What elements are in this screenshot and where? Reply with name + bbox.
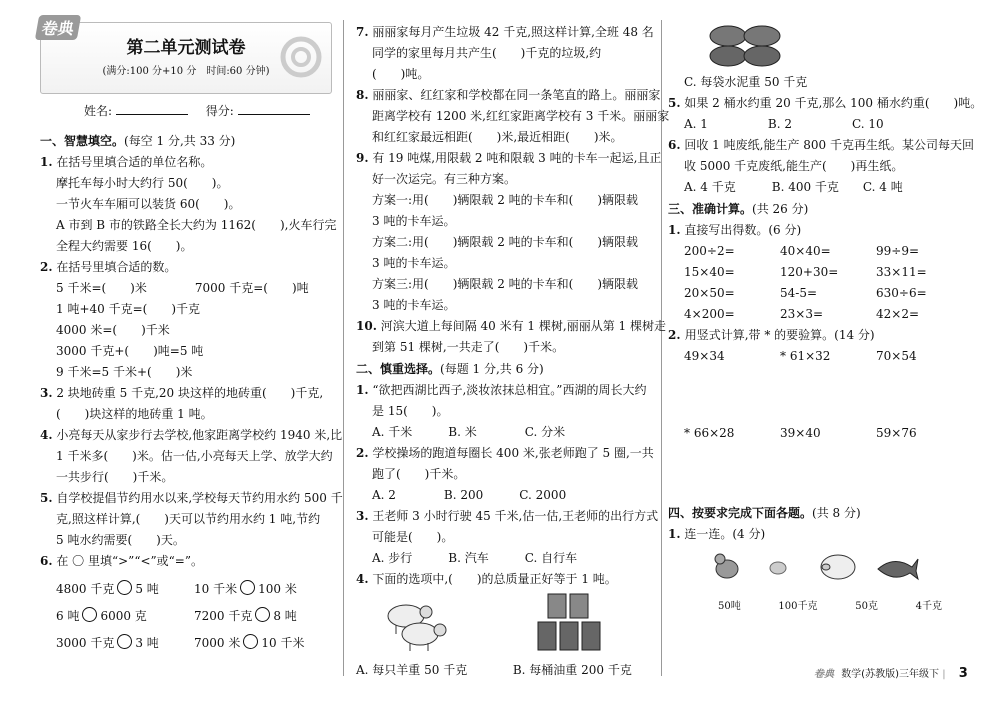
column-1 [40,19,343,657]
compare-circle[interactable] [255,607,270,622]
match-labels [718,597,942,612]
question-text-line: 1 吨+40 千克=( )千克 [56,302,201,316]
match-title: 1. 连一连。(4 分) [668,527,766,541]
page-title: 第二单元测试卷 [126,38,246,58]
calc-item[interactable]: 200÷2= [684,244,735,258]
q4-options [356,660,654,681]
calc-grid [668,241,980,325]
question-text-line: 一共步行( )千米。 [56,470,174,484]
question-text-line: A. 1 B. 2 C. 10 [684,117,884,131]
page-subtitle: (满分:100 分+10 分 时间:60 分钟) [102,66,270,77]
calc-item[interactable]: 630÷6= [876,286,927,300]
question-line: 3. 2 块地砖重 5 千克,20 块这样的地砖重( )千克, [40,386,324,400]
question-line: 7. 丽丽家每月产生垃圾 42 千克,照这样计算,全班 48 名 [356,25,654,39]
score-label: 得分: [205,104,234,118]
option-b[interactable]: B. 每桶油重 200 千克 [512,663,632,677]
calc-item[interactable]: 33×11= [876,265,927,279]
question-text-line: 3000 千克+( )吨=5 吨 [56,344,204,358]
question-text-line: ( )吨。 [372,67,430,81]
question-line: 1. 直接写出得数。(6 分) [668,223,802,237]
question-text-line: 收 5000 千克废纸,能生产( )再生纸。 [684,159,904,173]
question-text-line: 全程大约需要 16( )。 [56,239,193,253]
question-text-line: A. 千米 B. 米 C. 分米 [372,425,566,439]
section-heading: 二、慎重选择。(每题 1 分,共 6 分) [356,362,544,376]
section4-heading: 四、按要求完成下面各题。(共 8 分) [668,506,861,520]
footer-brand: 卷典 [814,669,834,680]
match-label[interactable]: 100千克 [778,601,818,612]
question-text-line: 方案二:用( )辆限载 2 吨的卡车和( )辆限载 [372,235,639,249]
calc-row [668,304,980,325]
question-line: 3. 王老师 3 小时行驶 45 千米,估一估,王老师的出行方式 [356,509,659,523]
compare-row: 4800 千克 5 吨 10 千米 100 米 [56,582,297,596]
name-score-line [84,102,332,120]
column-3-questions [668,72,983,241]
question-line: 1. 在括号里填合适的单位名称。 [40,155,213,169]
question-text-line: 跑了( )千米。 [372,467,466,481]
question-line: 9. 有 19 吨煤,用限载 2 吨和限载 3 吨的卡车一起运,且正 [356,151,662,165]
question-text-line: 5 千米=( )米 7000 千克=( )吨 [56,281,309,295]
calc-row [668,241,980,262]
column-2 [356,22,670,681]
question-line: 2. 在括号里填合适的数。 [40,260,177,274]
vertical-calc-item[interactable]: 70×54 [876,349,917,363]
question-text-line: 3 吨的卡车运。 [372,298,456,312]
score-field[interactable] [238,102,310,115]
vertical-calc-item[interactable]: 49×34 [684,349,725,363]
pig-icon [818,551,858,583]
compare-circle[interactable] [82,607,97,622]
question-line: 10. 河滨大道上每间隔 40 米有 1 棵树,丽丽从第 1 棵树走 [356,319,666,333]
calc-item[interactable]: 4×200= [684,307,735,321]
question-text-line: 可能是( )。 [372,530,454,544]
question-text-line: 9 千米=5 千米+( )米 [56,365,193,379]
section-heading: 三、准确计算。(共 26 分) [668,202,809,216]
title-box [40,19,332,94]
compare-circle[interactable] [243,634,258,649]
vertical-calc-row [668,346,980,367]
question-text-line: A. 2 B. 200 C. 2000 [372,488,567,502]
question-text-line: A 市到 B 市的铁路全长大约为 1162( ),火车行完 [56,218,337,232]
question-text-line: C. 每袋水泥重 50 千克 [684,75,808,89]
calc-item[interactable]: 42×2= [876,307,920,321]
cement-bag-icon [708,22,788,70]
compare-row: 6 吨 6000 克 7200 千克 8 吨 [56,609,297,623]
oil-barrels-image [536,592,606,654]
question-text-line: 同学的家里每月共产生( )千克的垃圾,约 [372,46,602,60]
question-text-line: 克,照这样计算,( )天可以节约用水约 1 吨,节约 [56,512,321,526]
calc-item[interactable]: 99÷9= [876,244,920,258]
question-line: 4. 小亮每天从家步行去学校,他家距离学校约 1940 米,比 [40,428,343,442]
column-3 [668,22,983,612]
hen-icon [712,551,742,581]
question-line: 6. 回收 1 吨废纸,能生产 800 千克再生纸。某公司每天回 [668,138,974,152]
question-line: 8. 丽丽家、红红家和学校都在同一条笔直的路上。丽丽家 [356,88,661,102]
whale-icon [874,553,920,583]
compare-circle[interactable] [240,580,255,595]
question-text-line: 3 吨的卡车运。 [372,256,456,270]
cement-bags-image [668,22,980,72]
match-label[interactable]: 50吨 [718,601,741,612]
match-label[interactable]: 50克 [855,601,878,612]
question-text-line: 方案三:用( )辆限载 2 吨的卡车和( )辆限载 [372,277,639,291]
question-text-line: A. 步行 B. 汽车 C. 自行车 [372,551,578,565]
question-line: 4. 下面的选项中,( )的总质量正好等于 1 吨。 [356,572,617,586]
match-images [668,551,980,591]
question-text-line: 到第 51 棵树,一共走了( )千米。 [372,340,565,354]
section1-questions [40,130,343,572]
compare-circle[interactable] [117,580,132,595]
vertical-calc-item[interactable]: * 66×28 [684,426,735,440]
question-text-line: ( )块这样的地砖重 1 吨。 [56,407,213,421]
calc-item[interactable]: 54-5= [780,286,818,300]
question-text-line: 一节火车车厢可以装货 60( )。 [56,197,241,211]
calc-row [668,262,980,283]
vertical-calc-title: 2. 用竖式计算,带 * 的要验算。(14 分) [668,328,875,342]
question-line: 6. 在 〇 里填“>”“<”或“=”。 [40,554,203,568]
compare-grid [40,576,332,657]
q4-images [356,590,654,660]
question-text-line: 和红红家最远相距( )米,最近相距( )米。 [372,130,623,144]
question-text-line: 距离学校有 1200 米,红红家距离学校有 3 千米。丽丽家 [372,109,670,123]
option-a[interactable]: A. 每只羊重 50 千克 [356,663,468,677]
calc-item[interactable]: 40×40= [780,244,831,258]
footer-subject: 数学(苏教版)三年级下 [841,669,939,680]
compare-circle[interactable] [117,634,132,649]
page-footer: 卷典 数学(苏教版)三年级下 | 3 [814,666,968,681]
question-line: 5. 自学校提倡节约用水以来,学校每天节约用水约 500 千 [40,491,343,505]
question-text-line: 摩托车每小时大约行 50( )。 [56,176,229,190]
question-text-line: 1 千米多( )米。估一估,小亮每天上学、放学大约 [56,449,333,463]
calc-row [668,283,980,304]
question-text-line: 方案一:用( )辆限载 2 吨的卡车和( )辆限载 [372,193,639,207]
question-text-line: 是 15( )。 [372,404,449,418]
question-text-line: 好一次运完。有三种方案。 [372,172,517,186]
name-field[interactable] [116,102,188,115]
page-number: 3 [958,666,968,681]
calc-item[interactable]: 15×40= [684,265,735,279]
vertical-calc-item[interactable]: * 61×32 [780,349,831,363]
question-line: 5. 如果 2 桶水约重 20 千克,那么 100 桶水约重( )吨。 [668,96,983,110]
sheep-image [374,594,464,652]
question-text-line: 3 吨的卡车运。 [372,214,456,228]
question-line: 2. 学校操场的跑道每圈长 400 米,张老师跑了 5 圈,一共 [356,446,654,460]
egg-icon [768,561,788,575]
name-label: 姓名: [84,104,113,118]
vertical-calc-row [668,423,980,444]
column-2-questions [356,22,670,590]
brand-logo: 卷典 [35,15,81,40]
question-line: 1. “欲把西湖比西子,淡妆浓抹总相宜。”西湖的周长大约 [356,383,647,397]
column-divider [343,20,344,676]
question-text-line: A. 4 千克 B. 400 千克 C. 4 吨 [684,180,903,194]
question-text-line: 4000 米=( )千米 [56,323,170,337]
cloud-swirl-icon [279,35,323,79]
match-label[interactable]: 4千克 [915,601,942,612]
question-text-line: 5 吨水约需要( )天。 [56,533,185,547]
vertical-calc-item[interactable]: 39×40 [780,426,821,440]
calc-item[interactable]: 120+30= [780,265,839,279]
calc-item[interactable]: 20×50= [684,286,735,300]
compare-row: 3000 千克 3 吨 7000 米 10 千米 [56,636,305,650]
vertical-calc-item[interactable]: 59×76 [876,426,917,440]
calc-item[interactable]: 23×3= [780,307,824,321]
section-heading: 一、智慧填空。(每空 1 分,共 33 分) [40,134,236,148]
